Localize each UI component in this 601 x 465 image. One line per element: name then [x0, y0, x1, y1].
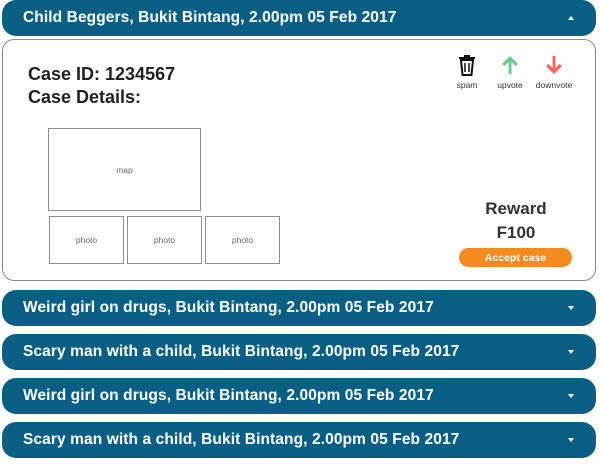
chevron-up-icon: [568, 16, 574, 20]
case-header-collapsed[interactable]: [2, 378, 596, 414]
case-header-title: Scary man with a child, Bukit Bintang, 2.00pm 05 Feb 2017: [23, 343, 460, 360]
case-header-title: Weird girl on drugs, Bukit Bintang, 2.00pm 05 Feb 2017: [23, 299, 434, 316]
downvote-button[interactable]: [529, 54, 579, 90]
case-header-collapsed[interactable]: [2, 422, 596, 458]
map-placeholder[interactable]: [48, 128, 201, 211]
photo-label: photo: [75, 235, 98, 245]
spam-label: spam: [456, 80, 478, 90]
case-header-expanded[interactable]: [2, 0, 596, 36]
case-header-title: Child Beggers, Bukit Bintang, 2.00pm 05 Feb 2017: [23, 9, 397, 26]
photo-label: photo: [153, 235, 176, 245]
case-header-title: Weird girl on drugs, Bukit Bintang, 2.00pm 05 Feb 2017: [23, 387, 434, 404]
case-id: Case ID: 1234567: [28, 64, 176, 84]
upvote-label: upvote: [497, 80, 523, 90]
photo-label: photo: [231, 235, 254, 245]
chevron-down-icon: [568, 394, 574, 398]
upvote-button[interactable]: [485, 54, 535, 90]
reward-label: Reward: [485, 199, 547, 218]
chevron-down-icon: [568, 350, 574, 354]
case-header-collapsed[interactable]: [2, 334, 596, 370]
chevron-down-icon: [568, 306, 574, 310]
reward-amount: F100: [496, 223, 536, 242]
chevron-down-icon: [568, 438, 574, 442]
downvote-label: downvote: [535, 80, 573, 90]
case-detail-panel: [2, 39, 596, 281]
photo-placeholder-3[interactable]: [205, 216, 280, 264]
photo-placeholder-1[interactable]: [49, 216, 124, 264]
photo-placeholder-2[interactable]: [127, 216, 202, 264]
arrow-down-icon: [544, 54, 564, 76]
case-header-collapsed[interactable]: [2, 290, 596, 326]
accept-case-button[interactable]: Accept case: [459, 248, 572, 267]
trash-icon: [457, 54, 477, 76]
case-header-title: Scary man with a child, Bukit Bintang, 2.00pm 05 Feb 2017: [23, 431, 460, 448]
map-label: map: [116, 164, 133, 175]
arrow-up-icon: [500, 54, 520, 76]
case-details-label: Case Details:: [28, 87, 142, 107]
